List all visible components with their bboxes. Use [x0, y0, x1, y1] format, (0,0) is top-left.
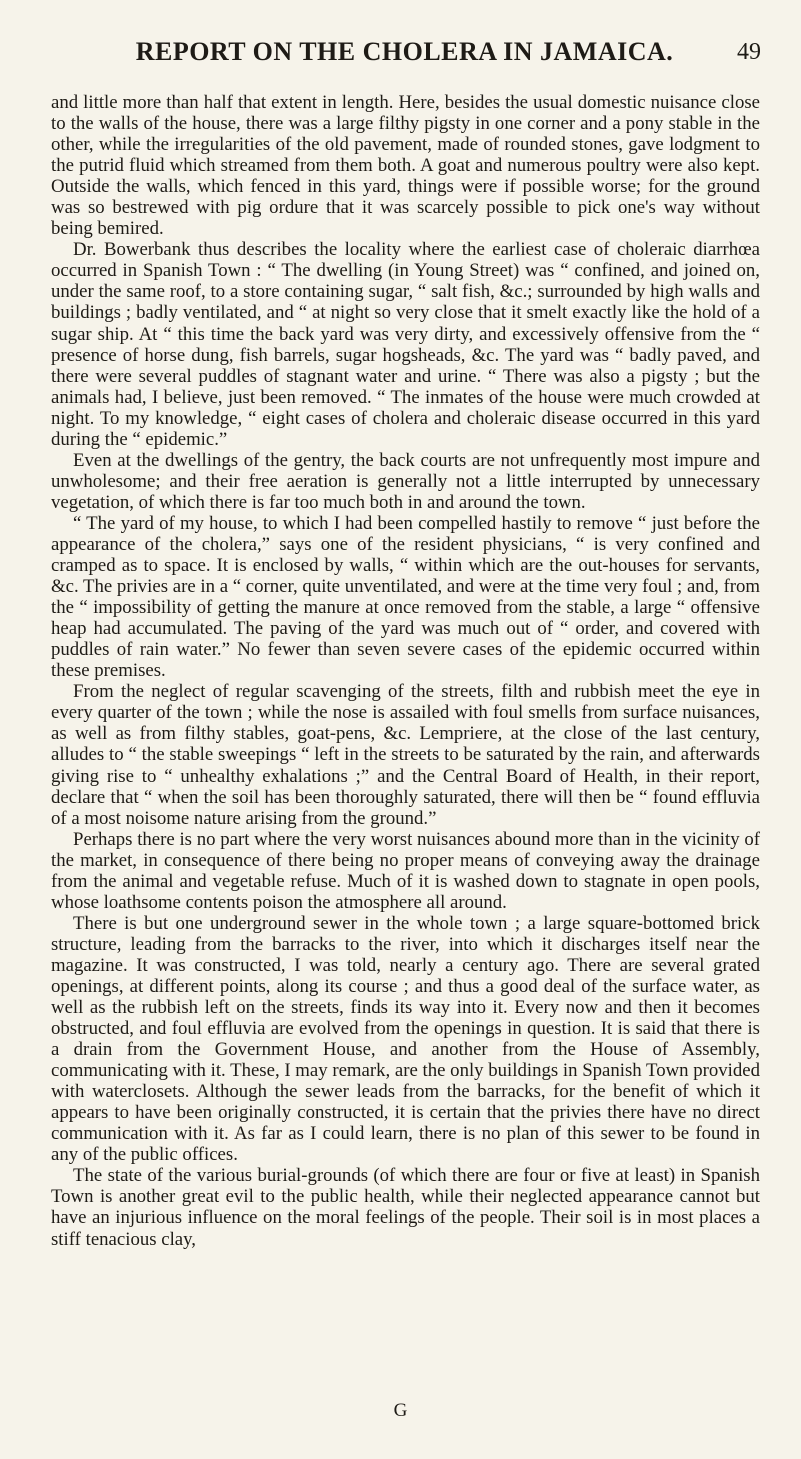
paragraph-5: From the neglect of regular scavenging of the streets, filth and rubbish meet the eye in every quarter of the town ; while the nose is assailed with foul smells from surface nuisances, as well as from filthy stables, goat-pens, &c. Lempriere, at the close of the last century, alludes to “ the stable sweepings “ left in the streets to be saturated by the rain, and afterwards giving rise to “ unhealthy exhalations ;” and the Central Board of Health, in their report, declare that “ when the soil has been thoroughly saturated, there will then be “ found effluvia of a most noisome nature arising from the ground.”	[51, 681, 760, 829]
paragraph-4: “ The yard of my house, to which I had been compelled hastily to remove “ just before the appearance of the cholera,” says one of the resident physicians, “ is very confined and cramped as to space. It is enclosed by walls, “ within which are the out-houses for servants, &c. The privies are in a “ corner, quite unventilated, and were at the time very foul ; and, from the “ impossibility of getting the manure at once removed from the stable, a large “ offensive heap had accumulated. The paving of the yard was much out of “ order, and covered with puddles of rain water.” No fewer than seven severe cases of the epidemic occurred within these premises.	[51, 512, 760, 682]
paragraph-3: Even at the dwellings of the gentry, the back courts are not unfrequently most impure and unwholesome; and their free aeration is generally not a little interrupted by unnecessary vegetation, of which there is far too much both in and around the town.	[51, 449, 760, 513]
paragraph-1: and little more than half that extent in length. Here, besides the usual domestic nuisance close to the walls of the house, there was a large filthy pigsty in one corner and a pony stable in the other, while the irregularities of the old pavement, made of rounded stones, gave lodgment to the putrid fluid which streamed from them both. A goat and numerous poultry were also kept. Outside the walls, which fenced in this yard, things were if possible worse; for the ground was so bestrewed with pig ordure that it was scarcely possible to pick one's way without being bemired.	[51, 92, 760, 240]
running-title: REPORT ON THE CHOLERA IN JAMAICA.	[135, 37, 674, 66]
paragraph-8: The state of the various burial-grounds (of which there are four or five at least) in Spanish Town is another great evil to the public health, while their neglected appearance cannot but have an injurious influence on the moral feelings of the people. Their soil is in most places a stiff tenacious clay,	[51, 1165, 760, 1250]
paragraph-2: Dr. Bowerbank thus describes the locality where the earliest case of choleraic diarrhœa occurred in Spanish Town : “ The dwelling (in Young Street) was “ confined, and joined on, under the same roof, to a store containing sugar, “ salt fish, &c.; surrounded by high walls and buildings ; badly ventilated, and “ at night so very close that it smelt exactly like the hold of a sugar ship. At “ this time the back yard was very dirty, and excessively offensive from the “ presence of horse dung, fish barrels, sugar hogsheads, &c. The yard was “ badly paved, and there were several puddles of stagnant water and urine. “ There was also a pigsty ; but the animals had, I believe, just been removed. “ The inmates of the house were much crowded at night. To my knowledge, “ eight cases of cholera and choleraic disease occurred in this yard during the “ epidemic.”	[51, 239, 760, 450]
body-text	[51, 92, 760, 1250]
page-header	[48, 32, 761, 72]
paragraph-6: Perhaps there is no part where the very worst nuisances abound more than in the vicinity of the market, in consequence of there being no proper means of conveying away the drainage from the animal and vegetable refuse. Much of it is washed down to stagnate in open pools, whose loathsome contents poison the atmosphere all around.	[51, 828, 760, 913]
signature-mark: G	[393, 1400, 408, 1421]
page-number: 49	[737, 38, 761, 65]
paragraph-7: There is but one underground sewer in the whole town ; a large square-bottomed brick structure, leading from the barracks to the river, into which it discharges itself near the magazine. It was constructed, I was told, nearly a century ago. There are several grated openings, at different points, along its course ; and thus a good deal of the surface water, as well as the rubbish left on the streets, finds its way into it. Every now and then it becomes obstructed, and foul effluvia are evolved from the openings in question. It is said that there is a drain from the Government House, and another from the House of Assembly, communicating with it. These, I may remark, are the only buildings in Spanish Town provided with waterclosets. Although the sewer leads from the barracks, for the benefit of which it appears to have been originally constructed, it is certain that the privies there have no direct communication with it. As far as I could learn, there is no plan of this sewer to be found in any of the public offices.	[51, 912, 760, 1166]
